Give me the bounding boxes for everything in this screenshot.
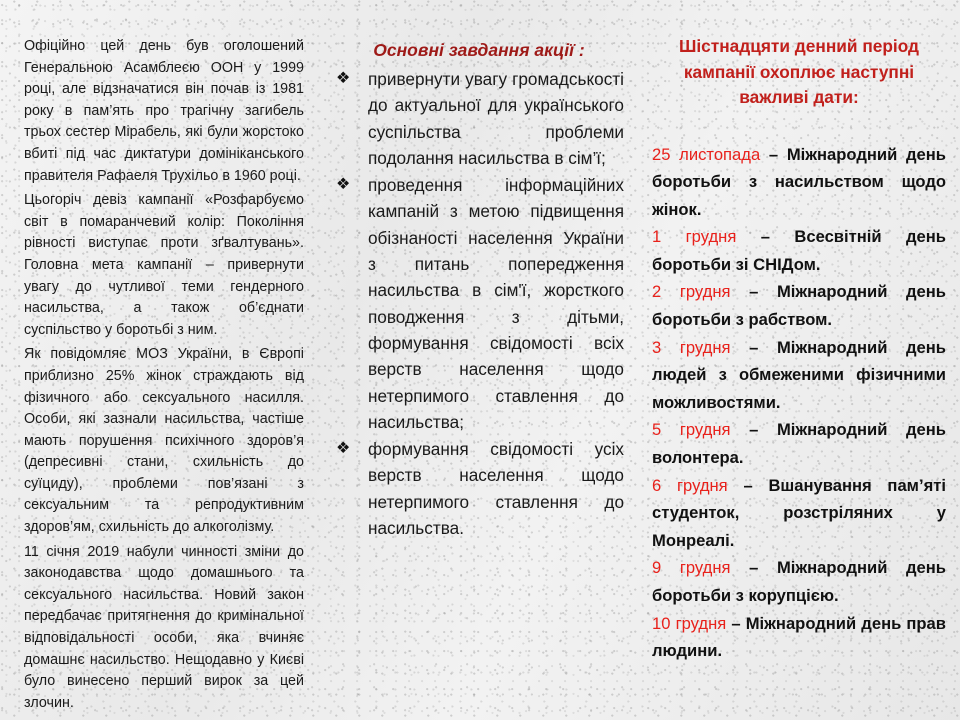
list-item [334, 172, 624, 435]
date-label: 5 грудня [652, 420, 731, 440]
dates-list [652, 141, 946, 665]
objectives-title: Основні завдання акції : [373, 40, 585, 60]
date-description: Міжнародний день боротьби з насильством щодо жінок. [652, 144, 946, 219]
paragraph: Офіційно цей день був оголошений Генеральною Асамблеєю ООН у 1999 році, але відзначатися він почав із 1981 року в пам’ять про трагічну загибель трьох сестер Мірабель, які були жорстоко вбиті під час диктатури домініканського правителя Рафаеля Трухільо в 1960 році. [24, 38, 304, 184]
list-item [652, 141, 946, 224]
date-dash: – [743, 475, 753, 495]
date-description: Міжнародний день волонтера. [652, 420, 946, 468]
list-item [334, 66, 624, 171]
paragraph: Цьогоріч девіз кампанії «Розфарбуємо світ в помаранчевий колір: Покоління рівності виступає проти зґвалтувань». Головна мета кампанії – привернути увагу до чутливої теми гендерного насильства, а також об’єднати суспільство у боротьбі з ним. [24, 192, 304, 338]
diamond-bullet-icon: ❖ [336, 70, 351, 87]
date-description: Міжнародний день боротьби з рабством. [652, 282, 946, 330]
list-item [334, 436, 624, 541]
date-label: 1 грудня [652, 227, 737, 247]
list-item-label: проведення інформаційних кампаній з метою підвищення обізнаності населення України з питань попередження насильства в сім'ї, жорсткого поводження з дітьми, формування свідомості всіх верств населення щодо нетерпимого ставлення до насильства; [368, 175, 624, 432]
date-label: 25 листопада [652, 144, 761, 164]
objectives-list [334, 66, 624, 541]
left-text-column [0, 30, 322, 717]
list-item [652, 416, 946, 471]
date-description: Всесвітній день боротьби зі СНІДом. [652, 227, 946, 274]
date-dash: – [749, 420, 759, 440]
paragraph: Як повідомляє МОЗ України, в Європі приблизно 25% жінок страждають від фізичного або сексуального насилля. Особи, які зазнали насильства, частіше мають порушення психічного здоров’я (депресивні стани, схильність до суїциду), проблеми пов’язані з сексуальним та репродуктивним здоров’ям, схильність до алкоголізму. [24, 346, 304, 536]
list-item [652, 472, 946, 555]
date-dash: – [731, 613, 741, 633]
date-label: 10 грудня [652, 613, 727, 633]
diamond-bullet-icon: ❖ [336, 176, 351, 194]
date-dash: – [749, 558, 759, 578]
list-item [652, 223, 946, 278]
date-label: 2 грудня [652, 282, 731, 302]
list-item-label: привернути увагу громадськості до актуальної для українського суспільства проблеми подолання насильства в сім’ї; [368, 69, 624, 168]
date-dash: – [749, 337, 759, 357]
date-description: Міжнародний день боротьби з корупцією. [652, 558, 946, 605]
list-item [652, 334, 946, 417]
dates-column [634, 30, 960, 665]
date-description: Міжнародний день прав людини. [652, 613, 946, 661]
dates-title: Шістнадцяти денний період кампанії охоплює наступні важливі дати: [678, 36, 920, 107]
date-description: Міжнародний день людей з обмеженими фізичними можливостями. [652, 337, 946, 412]
date-label: 6 грудня [652, 475, 728, 495]
date-label: 9 грудня [652, 558, 731, 578]
date-dash: – [760, 227, 770, 247]
list-item [652, 554, 946, 609]
list-item [652, 610, 946, 665]
paragraph: 11 січня 2019 набули чинності зміни до законодавства щодо домашнього та сексуального насильства. Новий закон передбачає притягнення до кримінальної відповідальності особи, яка вчиняє домашнє насильство. Нещодавно у Києві було винесено перший вирок за цей злочин. [24, 543, 304, 711]
date-description: Вшанування пам’яті студенток, розстріляних у Монреалі. [652, 475, 946, 550]
list-item-label: формування свідомості усіх верств населення щодо нетерпимого ставлення до насильства. [368, 439, 624, 539]
date-dash: – [768, 144, 779, 164]
diamond-bullet-icon: ❖ [336, 440, 351, 458]
objectives-column [322, 30, 634, 542]
date-dash: – [749, 282, 759, 302]
date-label: 3 грудня [652, 337, 731, 357]
list-item [652, 278, 946, 333]
